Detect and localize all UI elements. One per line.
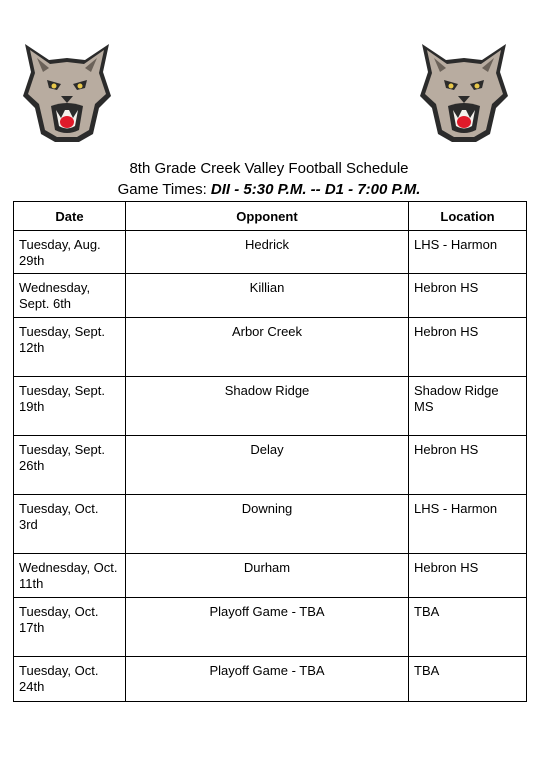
table-row xyxy=(14,231,527,274)
cell-date: Tuesday, Oct. 3rd xyxy=(14,495,126,554)
cell-date: Wednesday, Sept. 6th xyxy=(14,274,126,318)
game-times-label: Game Times: xyxy=(117,181,211,198)
cell-date: Tuesday, Sept. 12th xyxy=(14,318,126,377)
cell-opponent: Shadow Ridge xyxy=(126,377,409,436)
table-row xyxy=(14,554,527,598)
table-row xyxy=(14,274,527,318)
cell-location: TBA xyxy=(409,598,527,657)
game-times-line xyxy=(0,181,538,199)
schedule-title: 8th Grade Creek Valley Football Schedule xyxy=(129,160,409,177)
cell-opponent: Downing xyxy=(126,495,409,554)
cell-opponent: Durham xyxy=(126,554,409,598)
cell-location: TBA xyxy=(409,657,527,702)
cell-opponent: Playoff Game - TBA xyxy=(126,657,409,702)
column-header-date: Date xyxy=(14,202,126,231)
cell-date: Tuesday, Sept. 19th xyxy=(14,377,126,436)
wildcat-mascot-icon xyxy=(19,38,115,142)
cell-location: LHS - Harmon xyxy=(409,231,527,274)
cell-opponent: Delay xyxy=(126,436,409,495)
table-row xyxy=(14,436,527,495)
cell-date: Tuesday, Aug. 29th xyxy=(14,231,126,274)
cell-location: Shadow Ridge MS xyxy=(409,377,527,436)
cell-date: Tuesday, Oct. 17th xyxy=(14,598,126,657)
cell-opponent: Arbor Creek xyxy=(126,318,409,377)
table-row xyxy=(14,657,527,702)
cell-location: Hebron HS xyxy=(409,554,527,598)
table-row xyxy=(14,598,527,657)
game-times-value: DII - 5:30 P.M. -- D1 - 7:00 P.M. xyxy=(210,181,421,198)
cell-location: Hebron HS xyxy=(409,318,527,377)
column-header-location: Location xyxy=(409,202,527,231)
table-row xyxy=(14,377,527,436)
table-row xyxy=(14,495,527,554)
table-header-row xyxy=(14,202,527,231)
cell-date: Wednesday, Oct. 11th xyxy=(14,554,126,598)
cell-date: Tuesday, Oct. 24th xyxy=(14,657,126,702)
wildcat-mascot-icon xyxy=(416,38,512,142)
cell-location: LHS - Harmon xyxy=(409,495,527,554)
column-header-opponent: Opponent xyxy=(126,202,409,231)
schedule-table xyxy=(13,201,527,702)
cell-location: Hebron HS xyxy=(409,436,527,495)
cell-location: Hebron HS xyxy=(409,274,527,318)
cell-opponent: Hedrick xyxy=(126,231,409,274)
cell-opponent: Killian xyxy=(126,274,409,318)
cell-date: Tuesday, Sept. 26th xyxy=(14,436,126,495)
cell-opponent: Playoff Game - TBA xyxy=(126,598,409,657)
table-row xyxy=(14,318,527,377)
